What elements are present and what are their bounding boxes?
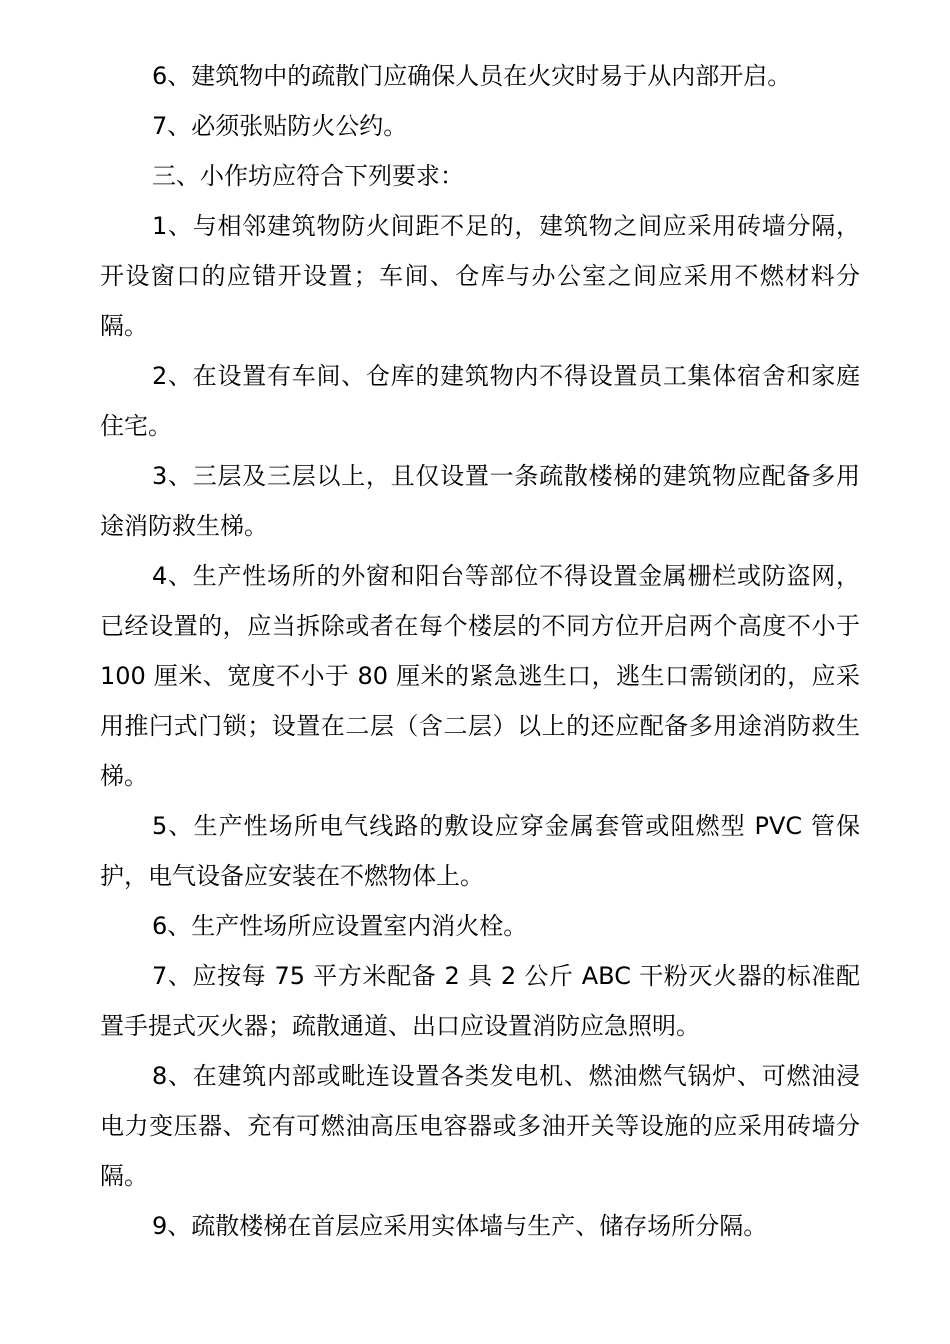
paragraph-item-1-fire-separation: 1、与相邻建筑物防火间距不足的，建筑物之间应采用砖墙分隔，开设窗口的应错开设置；车间、仓库与办公室之间应采用不燃材料分隔。 [100, 212, 860, 340]
section-heading-3: 三、小作坊应符合下列要求： [152, 162, 464, 190]
document-page [100, 51, 860, 1251]
paragraph-item-7-fire-pact: 7、必须张贴防火公约。 [152, 112, 408, 140]
paragraph-item-4-windows-balconies: 4、生产性场所的外窗和阳台等部位不得设置金属栅栏或防盗网，已经设置的，应当拆除或者在每个楼层的不同方位开启两个高度不小于 100 厘米、宽度不小于 80 厘米的紧急逃生口，逃生口需锁闭的，应采用推闩式门锁；设置在二层（含二层）以上的还应配备多用途消防救生梯。 [100, 562, 860, 790]
paragraph-item-8-equipment-separation: 8、在建筑内部或毗连设置各类发电机、燃油燃气锅炉、可燃油浸电力变压器、充有可燃油高压电容器或多油开关等设施的应采用砖墙分隔。 [100, 1062, 860, 1190]
paragraph-item-5-electrical-wiring: 5、生产性场所电气线路的敷设应穿金属套管或阻燃型 PVC 管保护，电气设备应安装在不燃物体上。 [100, 812, 860, 890]
paragraph-item-6-fire-hydrant: 6、生产性场所应设置室内消火栓。 [152, 912, 528, 940]
paragraph-item-7-extinguishers: 7、应按每 75 平方米配备 2 具 2 公斤 ABC 干粉灭火器的标准配置手提式灭火器；疏散通道、出口应设置消防应急照明。 [100, 962, 860, 1040]
paragraph-item-3-escape-ladder: 3、三层及三层以上，且仅设置一条疏散楼梯的建筑物应配备多用途消防救生梯。 [100, 462, 860, 540]
paragraph-item-6-evacuation-door: 6、建筑物中的疏散门应确保人员在火灾时易于从内部开启。 [152, 62, 792, 90]
paragraph-item-9-stair-separation: 9、疏散楼梯在首层应采用实体墙与生产、储存场所分隔。 [152, 1212, 768, 1240]
paragraph-item-2-no-dormitory: 2、在设置有车间、仓库的建筑物内不得设置员工集体宿舍和家庭住宅。 [100, 362, 860, 440]
